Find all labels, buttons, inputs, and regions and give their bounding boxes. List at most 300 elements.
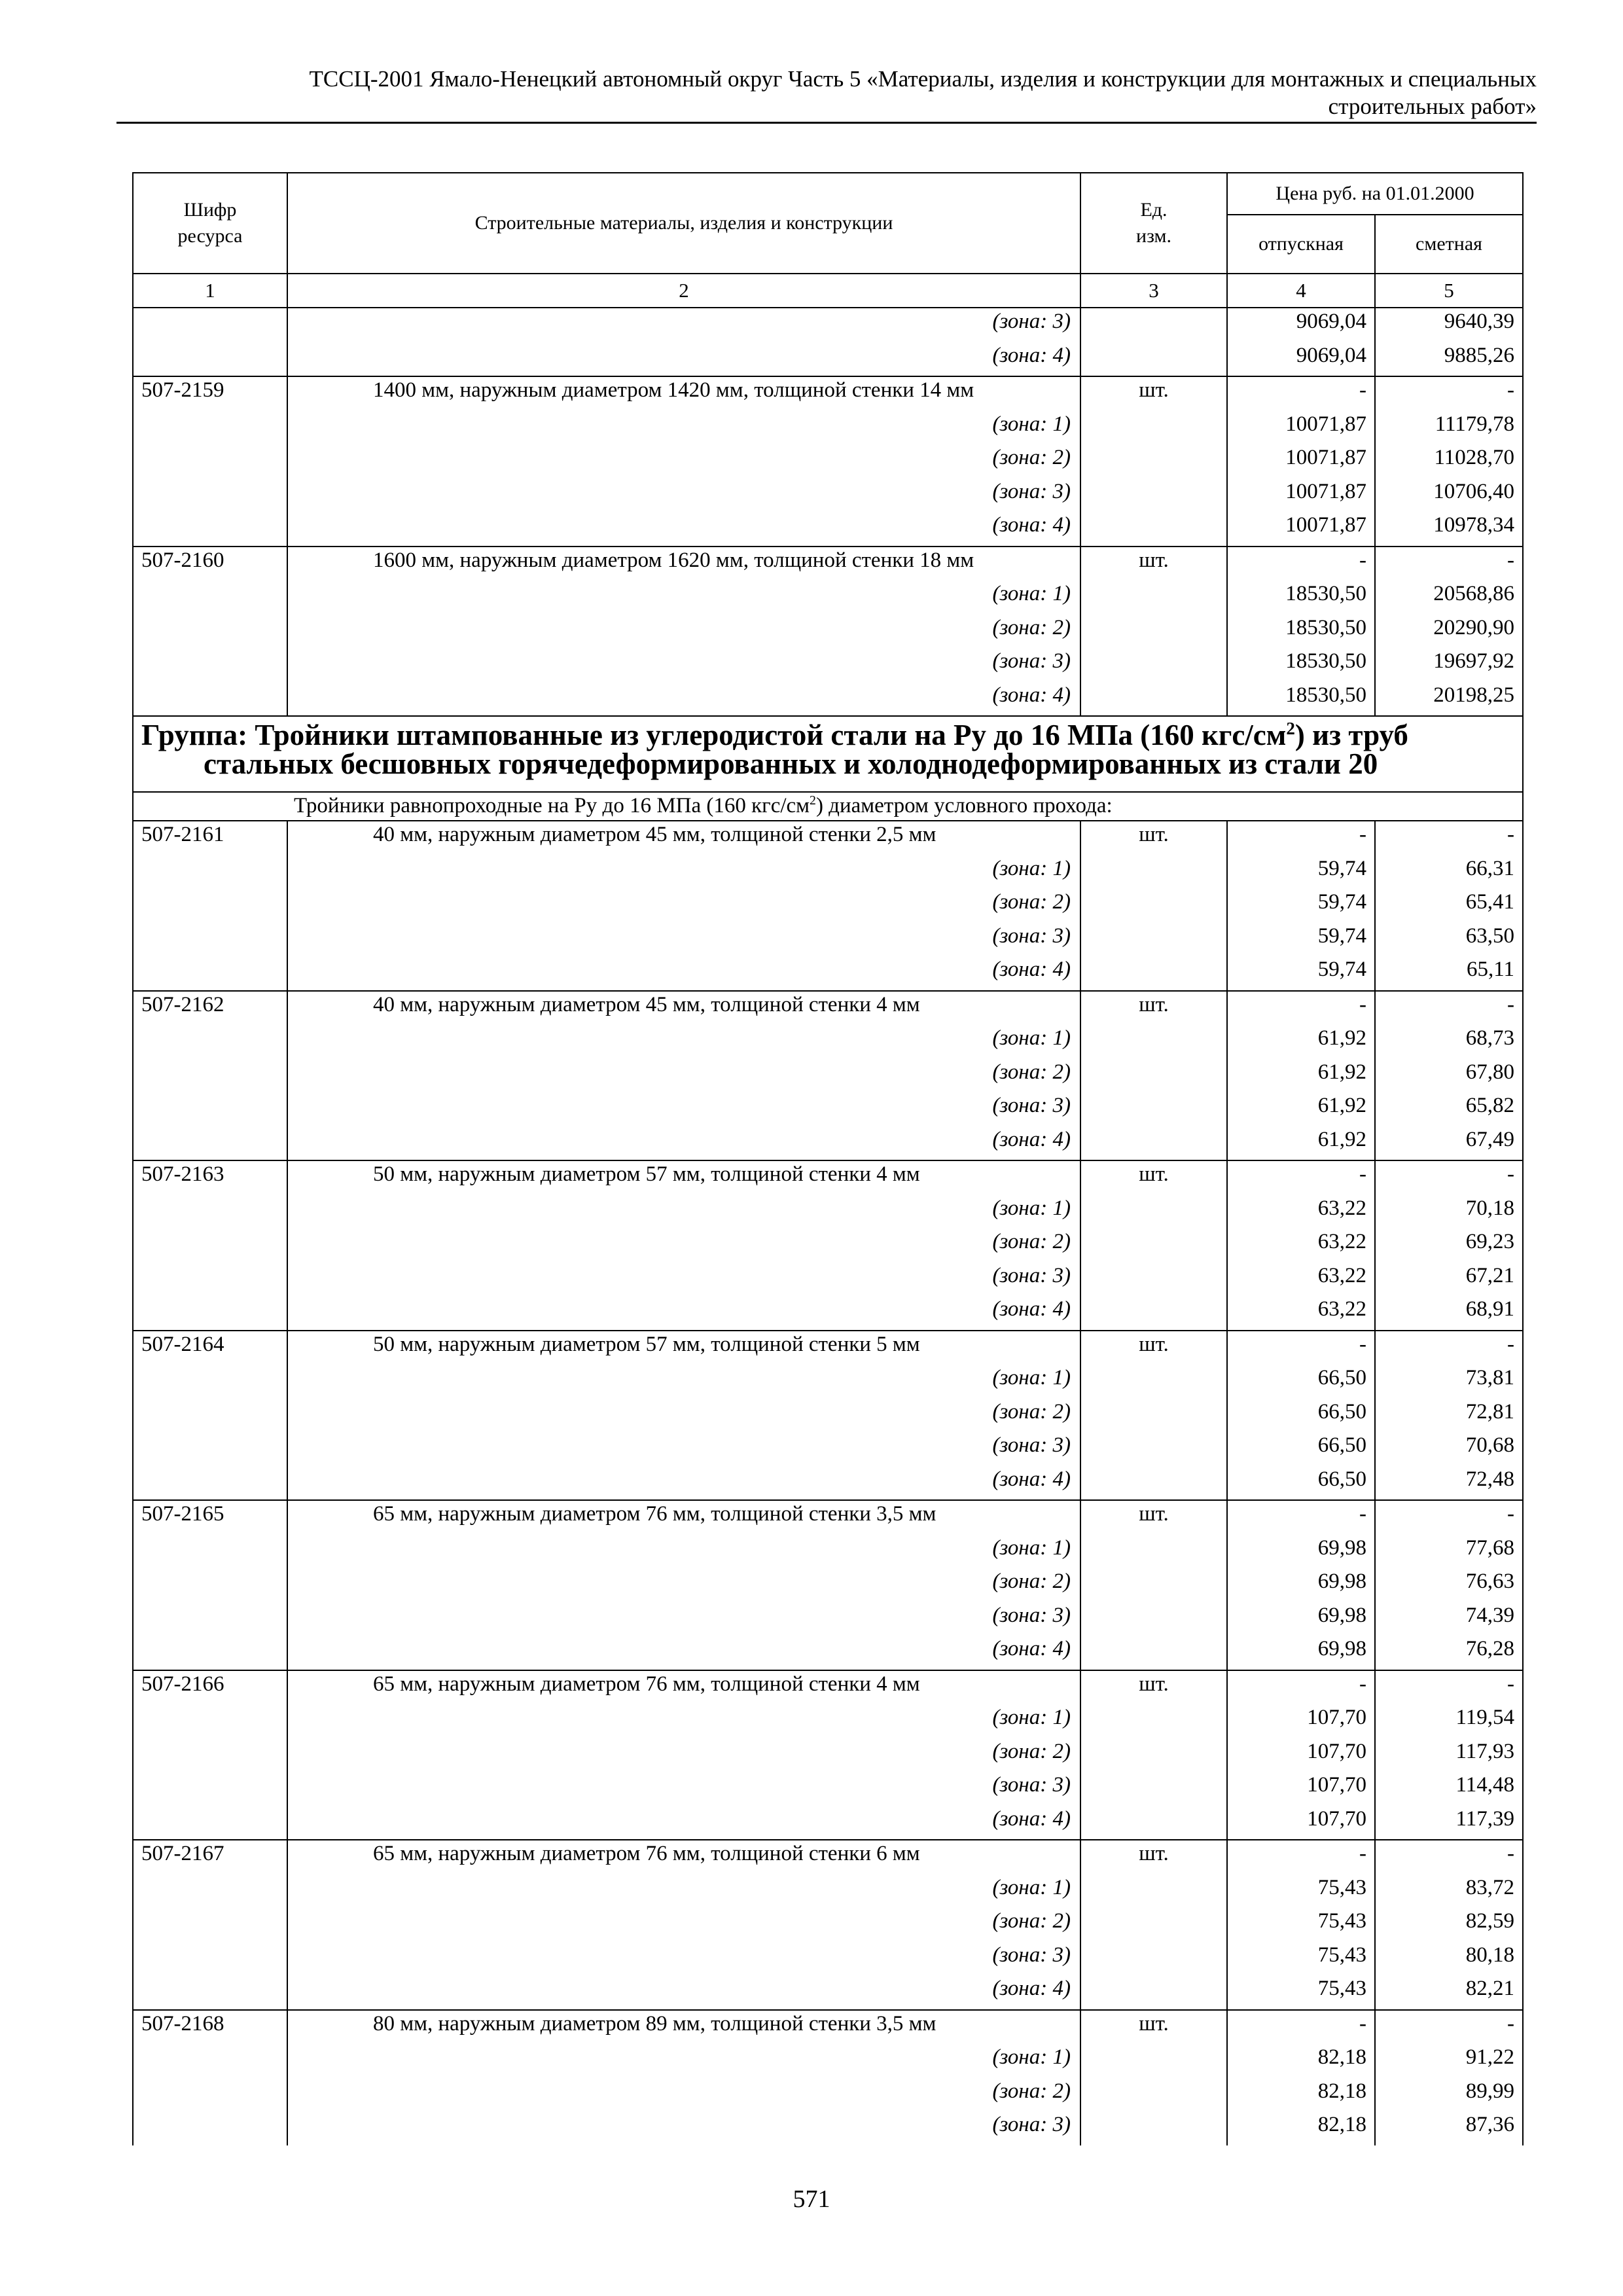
zone-row [133,308,1523,342]
table-body-after-group [133,821,1523,2145]
item-name: 80 мм, наружным диаметром 89 мм, толщиной стенки 3,5 мм [287,2010,1080,2045]
zone-label: (зона: 2) [287,615,1080,649]
release-price: - [1227,1500,1375,1535]
unit-cell [1080,889,1227,923]
zone-label: (зона: 2) [287,2078,1080,2112]
estimate-price: 67,49 [1375,1126,1523,1161]
zone-row [133,2044,1523,2078]
item-name: 50 мм, наружным диаметром 57 мм, толщиной стенки 5 мм [287,1331,1080,1365]
zone-row [133,342,1523,377]
release-price: 59,74 [1227,855,1375,889]
zone-label: (зона: 2) [287,444,1080,478]
code-cell [133,1059,287,1093]
unit-cell [1080,2111,1227,2145]
release-price: 18530,50 [1227,682,1375,717]
zone-row [133,1229,1523,1263]
zone-label: (зона: 1) [287,1704,1080,1738]
unit-cell [1080,1636,1227,1670]
release-price: 66,50 [1227,1399,1375,1433]
zone-row [133,1738,1523,1772]
code-cell [133,1772,287,1806]
release-price: 63,22 [1227,1229,1375,1263]
zone-row [133,889,1523,923]
zone-row [133,2078,1523,2112]
release-price: - [1227,1840,1375,1874]
zone-row [133,1365,1523,1399]
table-row [133,1500,1523,1535]
release-price: 107,70 [1227,1806,1375,1840]
header-col-number: 2 [287,274,1080,308]
zone-label: (зона: 1) [287,2044,1080,2078]
header-col-number: 4 [1227,274,1375,308]
release-price: 61,92 [1227,1025,1375,1059]
resource-code: 507-2159 [133,376,287,411]
estimate-price: 77,68 [1375,1535,1523,1569]
zone-label: (зона: 4) [287,1296,1080,1331]
release-price: 63,22 [1227,1263,1375,1297]
zone-row [133,1636,1523,1670]
table-row [133,2010,1523,2045]
estimate-price: 65,82 [1375,1092,1523,1126]
unit-cell [1080,1432,1227,1466]
estimate-price: 11179,78 [1375,411,1523,445]
table-row [133,991,1523,1026]
unit-cell [1080,648,1227,682]
release-price: 75,43 [1227,1942,1375,1976]
zone-label: (зона: 3) [287,1942,1080,1976]
zone-label: (зона: 4) [287,682,1080,717]
release-price: 66,50 [1227,1466,1375,1501]
estimate-price: - [1375,547,1523,581]
resource-code: 507-2167 [133,1840,287,1874]
release-price: 9069,04 [1227,308,1375,342]
estimate-price: 74,39 [1375,1602,1523,1636]
unit-cell [1080,1738,1227,1772]
unit-cell [1080,1296,1227,1331]
code-cell [133,1942,287,1976]
estimate-price: - [1375,821,1523,855]
unit-cell: шт. [1080,821,1227,855]
resource-code: 507-2162 [133,991,287,1026]
zone-label: (зона: 3) [287,1772,1080,1806]
unit-cell: шт. [1080,547,1227,581]
release-price: 18530,50 [1227,615,1375,649]
release-price: 66,50 [1227,1432,1375,1466]
running-header-line1: ТССЦ-2001 Ямало-Ненецкий автономный округ Часть 5 «Материалы, изделия и конструкции для монтажных и специальных [309,66,1537,92]
release-price: 59,74 [1227,889,1375,923]
estimate-price: 20198,25 [1375,682,1523,717]
release-price: 107,70 [1227,1772,1375,1806]
unit-cell [1080,1365,1227,1399]
code-cell [133,1568,287,1602]
table-header [133,173,1523,308]
code-cell [133,2044,287,2078]
estimate-price: 9885,26 [1375,342,1523,377]
item-name: 1400 мм, наружным диаметром 1420 мм, толщиной стенки 14 мм [287,376,1080,411]
zone-label: (зона: 3) [287,1263,1080,1297]
code-cell [133,2111,287,2145]
code-cell [133,478,287,512]
release-price: 82,18 [1227,2078,1375,2112]
table-row [133,1670,1523,1705]
subgroup-heading: Тройники равнопроходные на Ру до 16 МПа (160 кгс/$см^2$) диаметром условного прохода: [133,792,1523,821]
resource-code: 507-2163 [133,1160,287,1195]
zone-row [133,1704,1523,1738]
estimate-price: 82,21 [1375,1975,1523,2010]
unit-cell [1080,2044,1227,2078]
table-row [133,1331,1523,1365]
header-rule [116,122,1537,124]
code-cell [133,1399,287,1433]
item-name: 40 мм, наружным диаметром 45 мм, толщиной стенки 4 мм [287,991,1080,1026]
zone-row [133,956,1523,991]
code-cell [133,956,287,991]
estimate-price: 10706,40 [1375,478,1523,512]
header-price: Цена руб. на 01.01.2000 [1227,173,1523,215]
release-price: - [1227,991,1375,1026]
release-price: 10071,87 [1227,478,1375,512]
estimate-price: 65,11 [1375,956,1523,991]
unit-cell: шт. [1080,1331,1227,1365]
estimate-price: - [1375,1840,1523,1874]
zone-label: (зона: 3) [287,923,1080,957]
unit-cell [1080,1535,1227,1569]
zone-label: (зона: 1) [287,1195,1080,1229]
zone-label: (зона: 4) [287,956,1080,991]
estimate-price: 66,31 [1375,855,1523,889]
zone-row [133,1975,1523,2010]
estimate-price: 80,18 [1375,1942,1523,1976]
code-cell [133,411,287,445]
resource-code: 507-2160 [133,547,287,581]
zone-label: (зона: 1) [287,855,1080,889]
release-price: - [1227,547,1375,581]
estimate-price: 68,91 [1375,1296,1523,1331]
release-price: - [1227,1160,1375,1195]
estimate-price: 67,80 [1375,1059,1523,1093]
unit-cell: шт. [1080,376,1227,411]
unit-cell: шт. [1080,2010,1227,2045]
estimate-price: - [1375,1160,1523,1195]
item-name: 65 мм, наружным диаметром 76 мм, толщиной стенки 6 мм [287,1840,1080,1874]
zone-label: (зона: 4) [287,1806,1080,1840]
zone-row [133,1126,1523,1161]
release-price: 61,92 [1227,1092,1375,1126]
release-price: 75,43 [1227,1908,1375,1942]
code-cell [133,1975,287,2010]
resource-code: 507-2166 [133,1670,287,1705]
running-header [116,65,1537,120]
estimate-price: - [1375,1500,1523,1535]
release-price: 66,50 [1227,1365,1375,1399]
release-price: 69,98 [1227,1602,1375,1636]
release-price: 69,98 [1227,1535,1375,1569]
estimate-price: - [1375,2010,1523,2045]
zone-label: (зона: 1) [287,1025,1080,1059]
release-price: 69,98 [1227,1636,1375,1670]
zone-label: (зона: 2) [287,1568,1080,1602]
header-unit: Ед. изм. [1080,173,1227,274]
price-table [132,172,1524,2145]
zone-row [133,1806,1523,1840]
release-price: 75,43 [1227,1975,1375,2010]
item-name: 40 мм, наружным диаметром 45 мм, толщиной стенки 2,5 мм [287,821,1080,855]
estimate-price: 65,41 [1375,889,1523,923]
code-cell [133,1092,287,1126]
zone-row [133,1296,1523,1331]
zone-label: (зона: 3) [287,2111,1080,2145]
zone-label: (зона: 4) [287,342,1080,377]
code-cell [133,855,287,889]
unit-cell: шт. [1080,1160,1227,1195]
table-row [133,376,1523,411]
estimate-price: 70,68 [1375,1432,1523,1466]
code-cell [133,512,287,547]
table-body-before-group [133,308,1523,716]
zone-row [133,615,1523,649]
code-cell [133,1738,287,1772]
zone-label: (зона: 1) [287,1874,1080,1909]
code-cell [133,1263,287,1297]
zone-label: (зона: 3) [287,308,1080,342]
release-price: 82,18 [1227,2044,1375,2078]
estimate-price: - [1375,1670,1523,1705]
zone-label: (зона: 2) [287,1399,1080,1433]
item-name: 65 мм, наружным диаметром 76 мм, толщиной стенки 4 мм [287,1670,1080,1705]
zone-row [133,855,1523,889]
release-price: 10071,87 [1227,411,1375,445]
release-price: 69,98 [1227,1568,1375,1602]
estimate-price: 19697,92 [1375,648,1523,682]
code-cell [133,1365,287,1399]
unit-cell [1080,1602,1227,1636]
unit-cell [1080,1975,1227,2010]
header-estimate: сметная [1375,215,1523,274]
zone-label: (зона: 2) [287,1738,1080,1772]
unit-cell [1080,956,1227,991]
unit-cell [1080,1908,1227,1942]
unit-cell [1080,1059,1227,1093]
estimate-price: 83,72 [1375,1874,1523,1909]
unit-cell: шт. [1080,1840,1227,1874]
table-row [133,821,1523,855]
release-price: 10071,87 [1227,444,1375,478]
table-row [133,547,1523,581]
unit-cell [1080,444,1227,478]
zone-row [133,1399,1523,1433]
zone-row [133,1059,1523,1093]
estimate-price: - [1375,1331,1523,1365]
unit-cell [1080,1126,1227,1161]
estimate-price: 11028,70 [1375,444,1523,478]
zone-label: (зона: 1) [287,1365,1080,1399]
header-col-number: 3 [1080,274,1227,308]
resource-code: 507-2164 [133,1331,287,1365]
code-cell [133,1466,287,1501]
estimate-price: 20290,90 [1375,615,1523,649]
resource-code: 507-2168 [133,2010,287,2045]
code-cell [133,444,287,478]
header-col-number: 5 [1375,274,1523,308]
unit-cell [1080,923,1227,957]
unit-cell [1080,1874,1227,1909]
zone-row [133,1942,1523,1976]
release-price: 63,22 [1227,1296,1375,1331]
unit-cell [1080,308,1227,342]
release-price: 107,70 [1227,1704,1375,1738]
release-price: 10071,87 [1227,512,1375,547]
release-price: 59,74 [1227,956,1375,991]
unit-cell [1080,615,1227,649]
release-price: - [1227,821,1375,855]
code-cell [133,1535,287,1569]
zone-row [133,1874,1523,1909]
code-cell [133,889,287,923]
release-price: - [1227,2010,1375,2045]
resource-code: 507-2165 [133,1500,287,1535]
unit-cell [1080,1772,1227,1806]
zone-row [133,444,1523,478]
code-cell [133,682,287,717]
unit-cell: шт. [1080,991,1227,1026]
header-code: Шифр ресурса [133,173,287,274]
zone-row [133,1195,1523,1229]
unit-cell [1080,682,1227,717]
estimate-price: 9640,39 [1375,308,1523,342]
group-section [133,716,1523,821]
release-price: - [1227,1331,1375,1365]
code-cell [133,1296,287,1331]
code-cell [133,1704,287,1738]
table-row [133,1840,1523,1874]
zone-row [133,648,1523,682]
unit-cell: шт. [1080,1500,1227,1535]
item-name: 50 мм, наружным диаметром 57 мм, толщиной стенки 4 мм [287,1160,1080,1195]
code-cell [133,1806,287,1840]
item-name: 65 мм, наружным диаметром 76 мм, толщиной стенки 3,5 мм [287,1500,1080,1535]
estimate-price: 73,81 [1375,1365,1523,1399]
header-col-number: 1 [133,274,287,308]
estimate-price: 70,18 [1375,1195,1523,1229]
unit-cell [1080,342,1227,377]
zone-row [133,923,1523,957]
unit-cell [1080,1025,1227,1059]
code-cell [133,1874,287,1909]
zone-row [133,581,1523,615]
unit-cell [1080,1399,1227,1433]
unit-cell [1080,1942,1227,1976]
estimate-price: 63,50 [1375,923,1523,957]
unit-cell [1080,1704,1227,1738]
code-cell [133,615,287,649]
unit-cell [1080,1568,1227,1602]
estimate-price: 68,73 [1375,1025,1523,1059]
code-cell [133,1602,287,1636]
zone-row [133,478,1523,512]
code-cell [133,1195,287,1229]
zone-label: (зона: 4) [287,1466,1080,1501]
code-cell [133,648,287,682]
release-price: 18530,50 [1227,648,1375,682]
unit-cell [1080,1466,1227,1501]
zone-label: (зона: 3) [287,478,1080,512]
release-price: 107,70 [1227,1738,1375,1772]
estimate-price: 76,63 [1375,1568,1523,1602]
code-cell [133,923,287,957]
estimate-price: - [1375,376,1523,411]
estimate-price: 91,22 [1375,2044,1523,2078]
zone-label: (зона: 1) [287,1535,1080,1569]
header-name: Строительные материалы, изделия и конструкции [287,173,1080,274]
zone-row [133,1602,1523,1636]
zone-row [133,1092,1523,1126]
zone-label: (зона: 4) [287,1126,1080,1161]
release-price: - [1227,1670,1375,1705]
zone-label: (зона: 4) [287,1636,1080,1670]
unit-cell [1080,512,1227,547]
zone-label: (зона: 2) [287,1229,1080,1263]
item-name: 1600 мм, наружным диаметром 1620 мм, толщиной стенки 18 мм [287,547,1080,581]
zone-row [133,1908,1523,1942]
estimate-price: 87,36 [1375,2111,1523,2145]
code-cell [133,342,287,377]
zone-label: (зона: 3) [287,1432,1080,1466]
group-heading: Группа: Тройники штампованные из углеродистой стали на Ру до 16 МПа (160 кгс/$см^2$) из труб стальных бесшовных горячедеформированных и холоднодеформированных из стали 20 [133,716,1523,792]
zone-label: (зона: 3) [287,1602,1080,1636]
release-price: 75,43 [1227,1874,1375,1909]
running-header-line2: строительных работ» [1328,94,1537,119]
zone-row [133,1568,1523,1602]
zone-label: (зона: 1) [287,581,1080,615]
zone-row [133,2111,1523,2145]
code-cell [133,308,287,342]
release-price: 61,92 [1227,1126,1375,1161]
unit-cell [1080,1195,1227,1229]
zone-label: (зона: 3) [287,648,1080,682]
zone-row [133,1772,1523,1806]
code-cell [133,1908,287,1942]
unit-cell [1080,478,1227,512]
zone-row [133,1432,1523,1466]
release-price: 9069,04 [1227,342,1375,377]
estimate-price: 72,48 [1375,1466,1523,1501]
estimate-price: 76,28 [1375,1636,1523,1670]
estimate-price: 67,21 [1375,1263,1523,1297]
code-cell [133,1126,287,1161]
zone-label: (зона: 3) [287,1092,1080,1126]
resource-code: 507-2161 [133,821,287,855]
zone-row [133,411,1523,445]
table-row [133,1160,1523,1195]
zone-row [133,1025,1523,1059]
zone-label: (зона: 2) [287,1059,1080,1093]
unit-cell [1080,411,1227,445]
zone-row [133,512,1523,547]
header-release: отпускная [1227,215,1375,274]
page-number: 571 [793,2185,830,2213]
estimate-price: 82,59 [1375,1908,1523,1942]
release-price: 61,92 [1227,1059,1375,1093]
estimate-price: 117,39 [1375,1806,1523,1840]
estimate-price: 20568,86 [1375,581,1523,615]
zone-row [133,682,1523,717]
estimate-price: 72,81 [1375,1399,1523,1433]
zone-label: (зона: 4) [287,512,1080,547]
zone-row [133,1466,1523,1501]
release-price: - [1227,376,1375,411]
zone-label: (зона: 1) [287,411,1080,445]
estimate-price: 89,99 [1375,2078,1523,2112]
